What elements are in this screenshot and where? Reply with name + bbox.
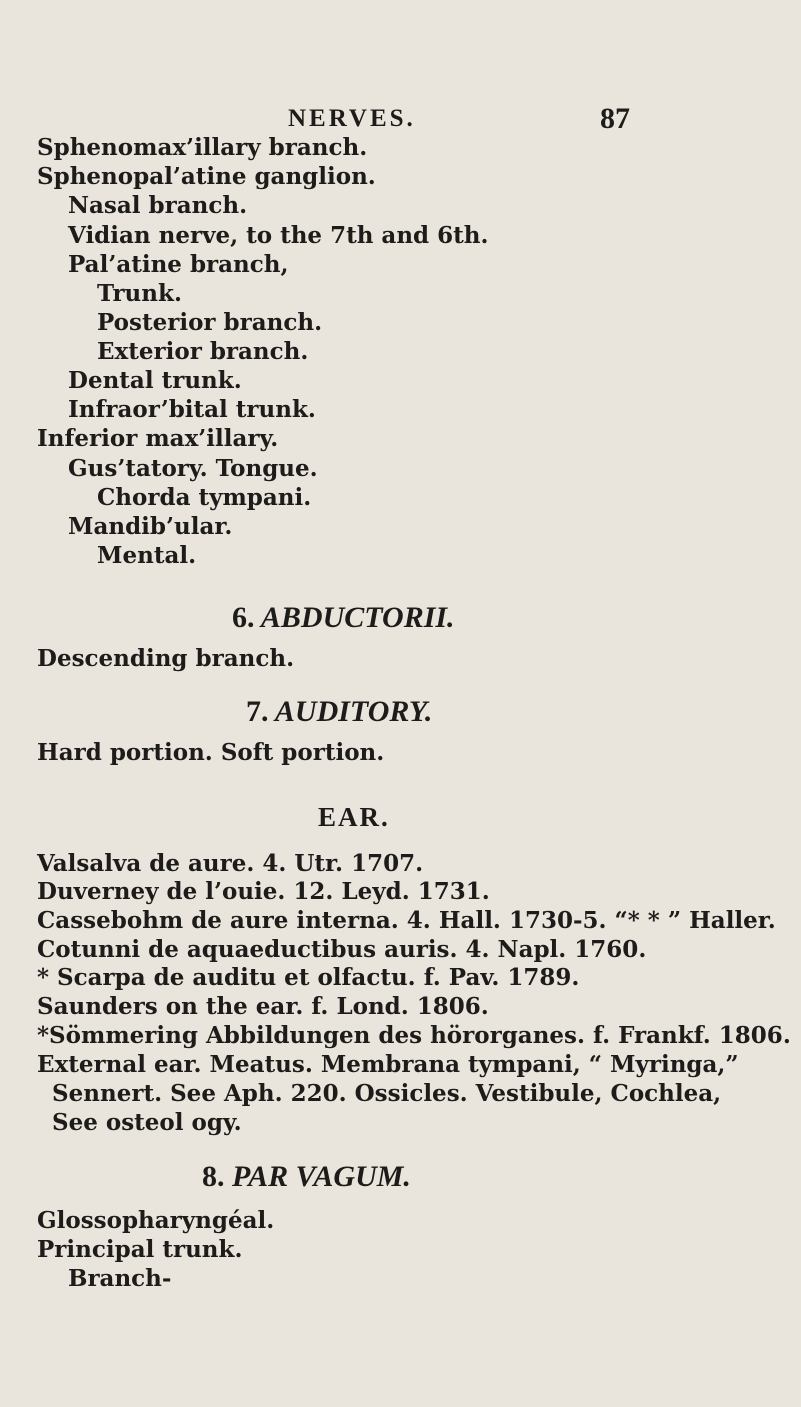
reference-line: Cotunni de aquaeductibus auris. 4. Napl. 1760. (37, 936, 647, 963)
text-line: Principal trunk. (37, 1236, 243, 1263)
text-line: Gus’tatory. Tongue. (68, 455, 318, 482)
text-line: Inferior max’illary. (37, 425, 279, 452)
text-line: Dental trunk. (68, 367, 242, 394)
text-line: Pal’atine branch, (68, 251, 289, 278)
reference-line: External ear. Meatus. Membrana tympani, “ Myringa,” (37, 1051, 739, 1078)
text-line: Exterior branch. (97, 338, 309, 365)
running-title: NERVES. (288, 105, 416, 132)
text-line: Mental. (97, 542, 197, 569)
text-line: Descending branch. (37, 645, 295, 672)
text-line: Sphenopal’atine ganglion. (37, 163, 376, 190)
section-title: ABDUCTORII. (260, 601, 455, 634)
text-line: Branch- (68, 1265, 172, 1292)
text-line: Posterior branch. (97, 309, 323, 336)
section-title: PAR VAGUM. (232, 1160, 411, 1193)
reference-line: Sennert. See Aph. 220. Ossicles. Vestibule, Cochlea, (52, 1080, 722, 1107)
text-line: Nasal branch. (68, 192, 248, 219)
reference-line: Cassebohm de aure interna. 4. Hall. 1730-5. “* * ” Haller. (37, 907, 776, 934)
text-line: Infraor’bital trunk. (68, 396, 316, 423)
text-line: Glossopharyngéal. (37, 1207, 275, 1234)
ear-heading: EAR. (318, 802, 390, 832)
text-line: Mandib’ular. (68, 513, 233, 540)
section-8-heading (202, 1162, 411, 1192)
section-number: 6. (232, 601, 255, 634)
reference-line: Saunders on the ear. f. Lond. 1806. (37, 993, 489, 1020)
section-title: AUDITORY. (274, 695, 433, 728)
text-line: Trunk. (97, 280, 182, 307)
reference-line: * Scarpa de auditu et olfactu. f. Pav. 1789. (37, 964, 580, 991)
section-number: 7. (246, 695, 269, 728)
text-line: Hard portion. Soft portion. (37, 739, 385, 766)
reference-line: Duverney de l’ouie. 12. Leyd. 1731. (37, 878, 490, 905)
text-line: Vidian nerve, to the 7th and 6th. (68, 222, 489, 249)
text-line: Chorda tympani. (97, 484, 312, 511)
page-number: 87 (600, 102, 630, 135)
section-6-heading (232, 603, 455, 633)
section-number: 8. (202, 1160, 225, 1193)
reference-line: See osteol ogy. (52, 1109, 242, 1136)
section-7-heading (246, 697, 432, 727)
text-line: Sphenomax’illary branch. (37, 134, 368, 161)
reference-line: *Sömmering Abbildungen des hörorganes. f. Frankf. 1806. (37, 1022, 791, 1049)
reference-line: Valsalva de aure. 4. Utr. 1707. (37, 850, 424, 877)
